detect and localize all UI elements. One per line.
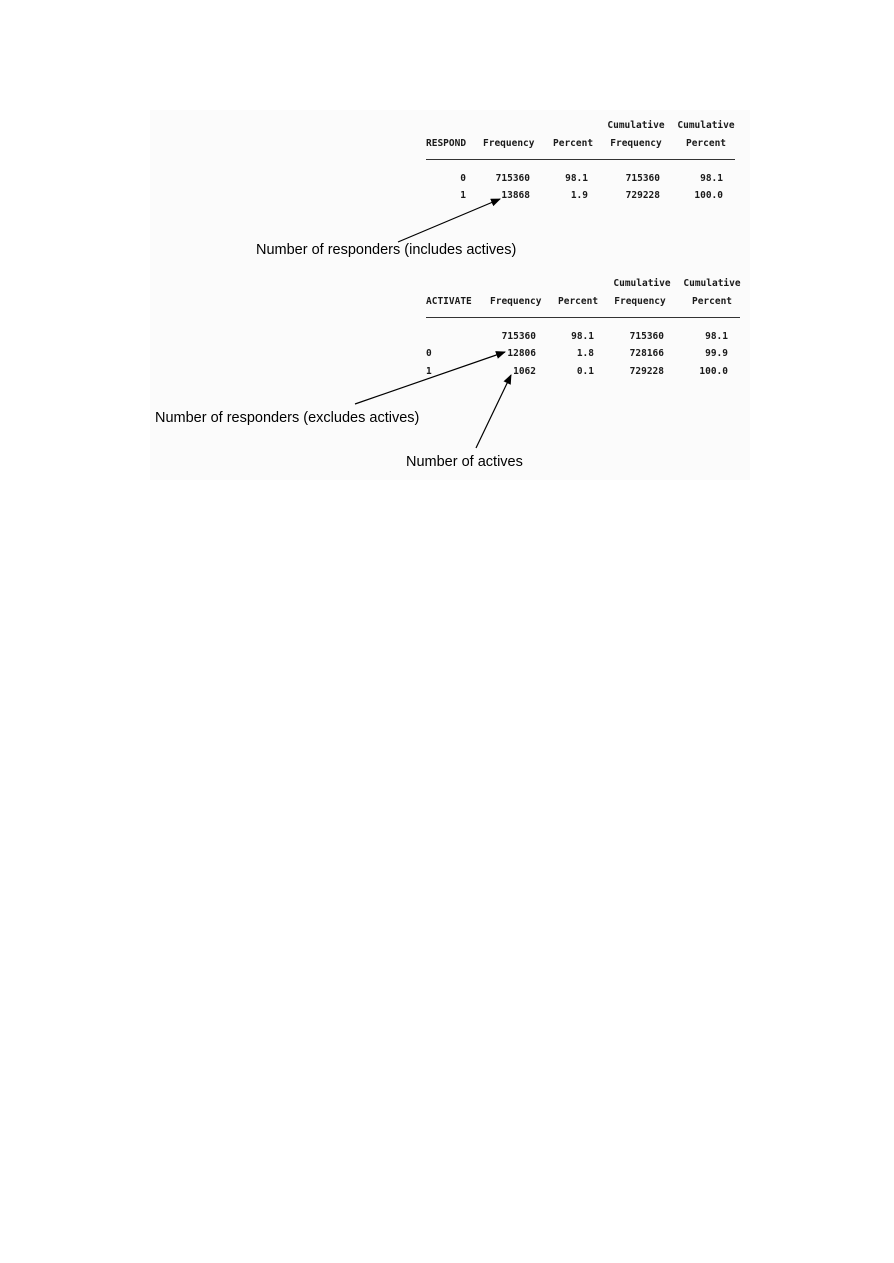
table1-cell-var: 0 bbox=[460, 173, 466, 184]
table2-cell-cumpct: 100.0 bbox=[699, 366, 728, 377]
table2-cell-cumfreq: 715360 bbox=[629, 331, 664, 342]
table2-header-cumfreq: Frequency bbox=[614, 296, 666, 307]
table1-header-var: RESPOND bbox=[426, 138, 467, 149]
table2-cell-pct: 1.8 bbox=[576, 348, 594, 359]
table2-header-freq: Frequency bbox=[490, 296, 542, 307]
table1-header-freq: Frequency bbox=[483, 138, 535, 149]
table1-header-cumfreq-top: Cumulative bbox=[607, 120, 665, 131]
table1-cell-var: 1 bbox=[460, 190, 466, 201]
table1-header-pct: Percent bbox=[553, 138, 594, 149]
table2-header-pct: Percent bbox=[558, 296, 599, 307]
table2-header-cumpct-top: Cumulative bbox=[683, 278, 741, 289]
table1-cell-cumpct: 100.0 bbox=[694, 190, 723, 201]
table1-cell-pct: 98.1 bbox=[565, 173, 588, 184]
table2-cell-cumfreq: 728166 bbox=[629, 348, 664, 359]
table2-cell-cumpct: 99.9 bbox=[705, 348, 728, 359]
table2-cell-pct: 98.1 bbox=[571, 331, 594, 342]
table2-cell-freq: 12806 bbox=[507, 348, 536, 359]
table2-cell-freq: 1062 bbox=[513, 366, 536, 377]
table1-cell-freq: 13868 bbox=[501, 190, 530, 201]
arrow-responders-includes bbox=[398, 199, 500, 242]
table1-header-cumpct-top: Cumulative bbox=[677, 120, 735, 131]
table2-cell-cumfreq: 729228 bbox=[629, 366, 664, 377]
table1-cell-freq: 715360 bbox=[495, 173, 530, 184]
table2-cell-pct: 0.1 bbox=[576, 366, 594, 377]
table2-header-cumpct: Percent bbox=[691, 296, 733, 307]
table1-cell-cumfreq: 715360 bbox=[625, 173, 660, 184]
table2-cell-freq: 715360 bbox=[501, 331, 536, 342]
arrow-actives bbox=[476, 375, 511, 448]
annotation-responders-includes-actives: Number of responders (includes actives) bbox=[256, 242, 517, 258]
table2-header-cumfreq-top: Cumulative bbox=[613, 278, 671, 289]
annotation-responders-excludes-actives: Number of responders (excludes actives) bbox=[155, 410, 420, 426]
annotation-actives: Number of actives bbox=[406, 454, 523, 470]
table2-cell-cumpct: 98.1 bbox=[705, 331, 728, 342]
table1-cell-cumfreq: 729228 bbox=[625, 190, 660, 201]
table1-cell-pct: 1.9 bbox=[570, 190, 588, 201]
table2-cell-var: 0 bbox=[426, 348, 432, 359]
table1-header-cumpct: Percent bbox=[685, 138, 727, 149]
table1-header-cumfreq: Frequency bbox=[610, 138, 662, 149]
table2-cell-var: 1 bbox=[426, 366, 432, 377]
arrow-responders-excludes bbox=[355, 352, 505, 404]
table1-cell-cumpct: 98.1 bbox=[700, 173, 723, 184]
table2-header-var: ACTIVATE bbox=[426, 296, 472, 307]
